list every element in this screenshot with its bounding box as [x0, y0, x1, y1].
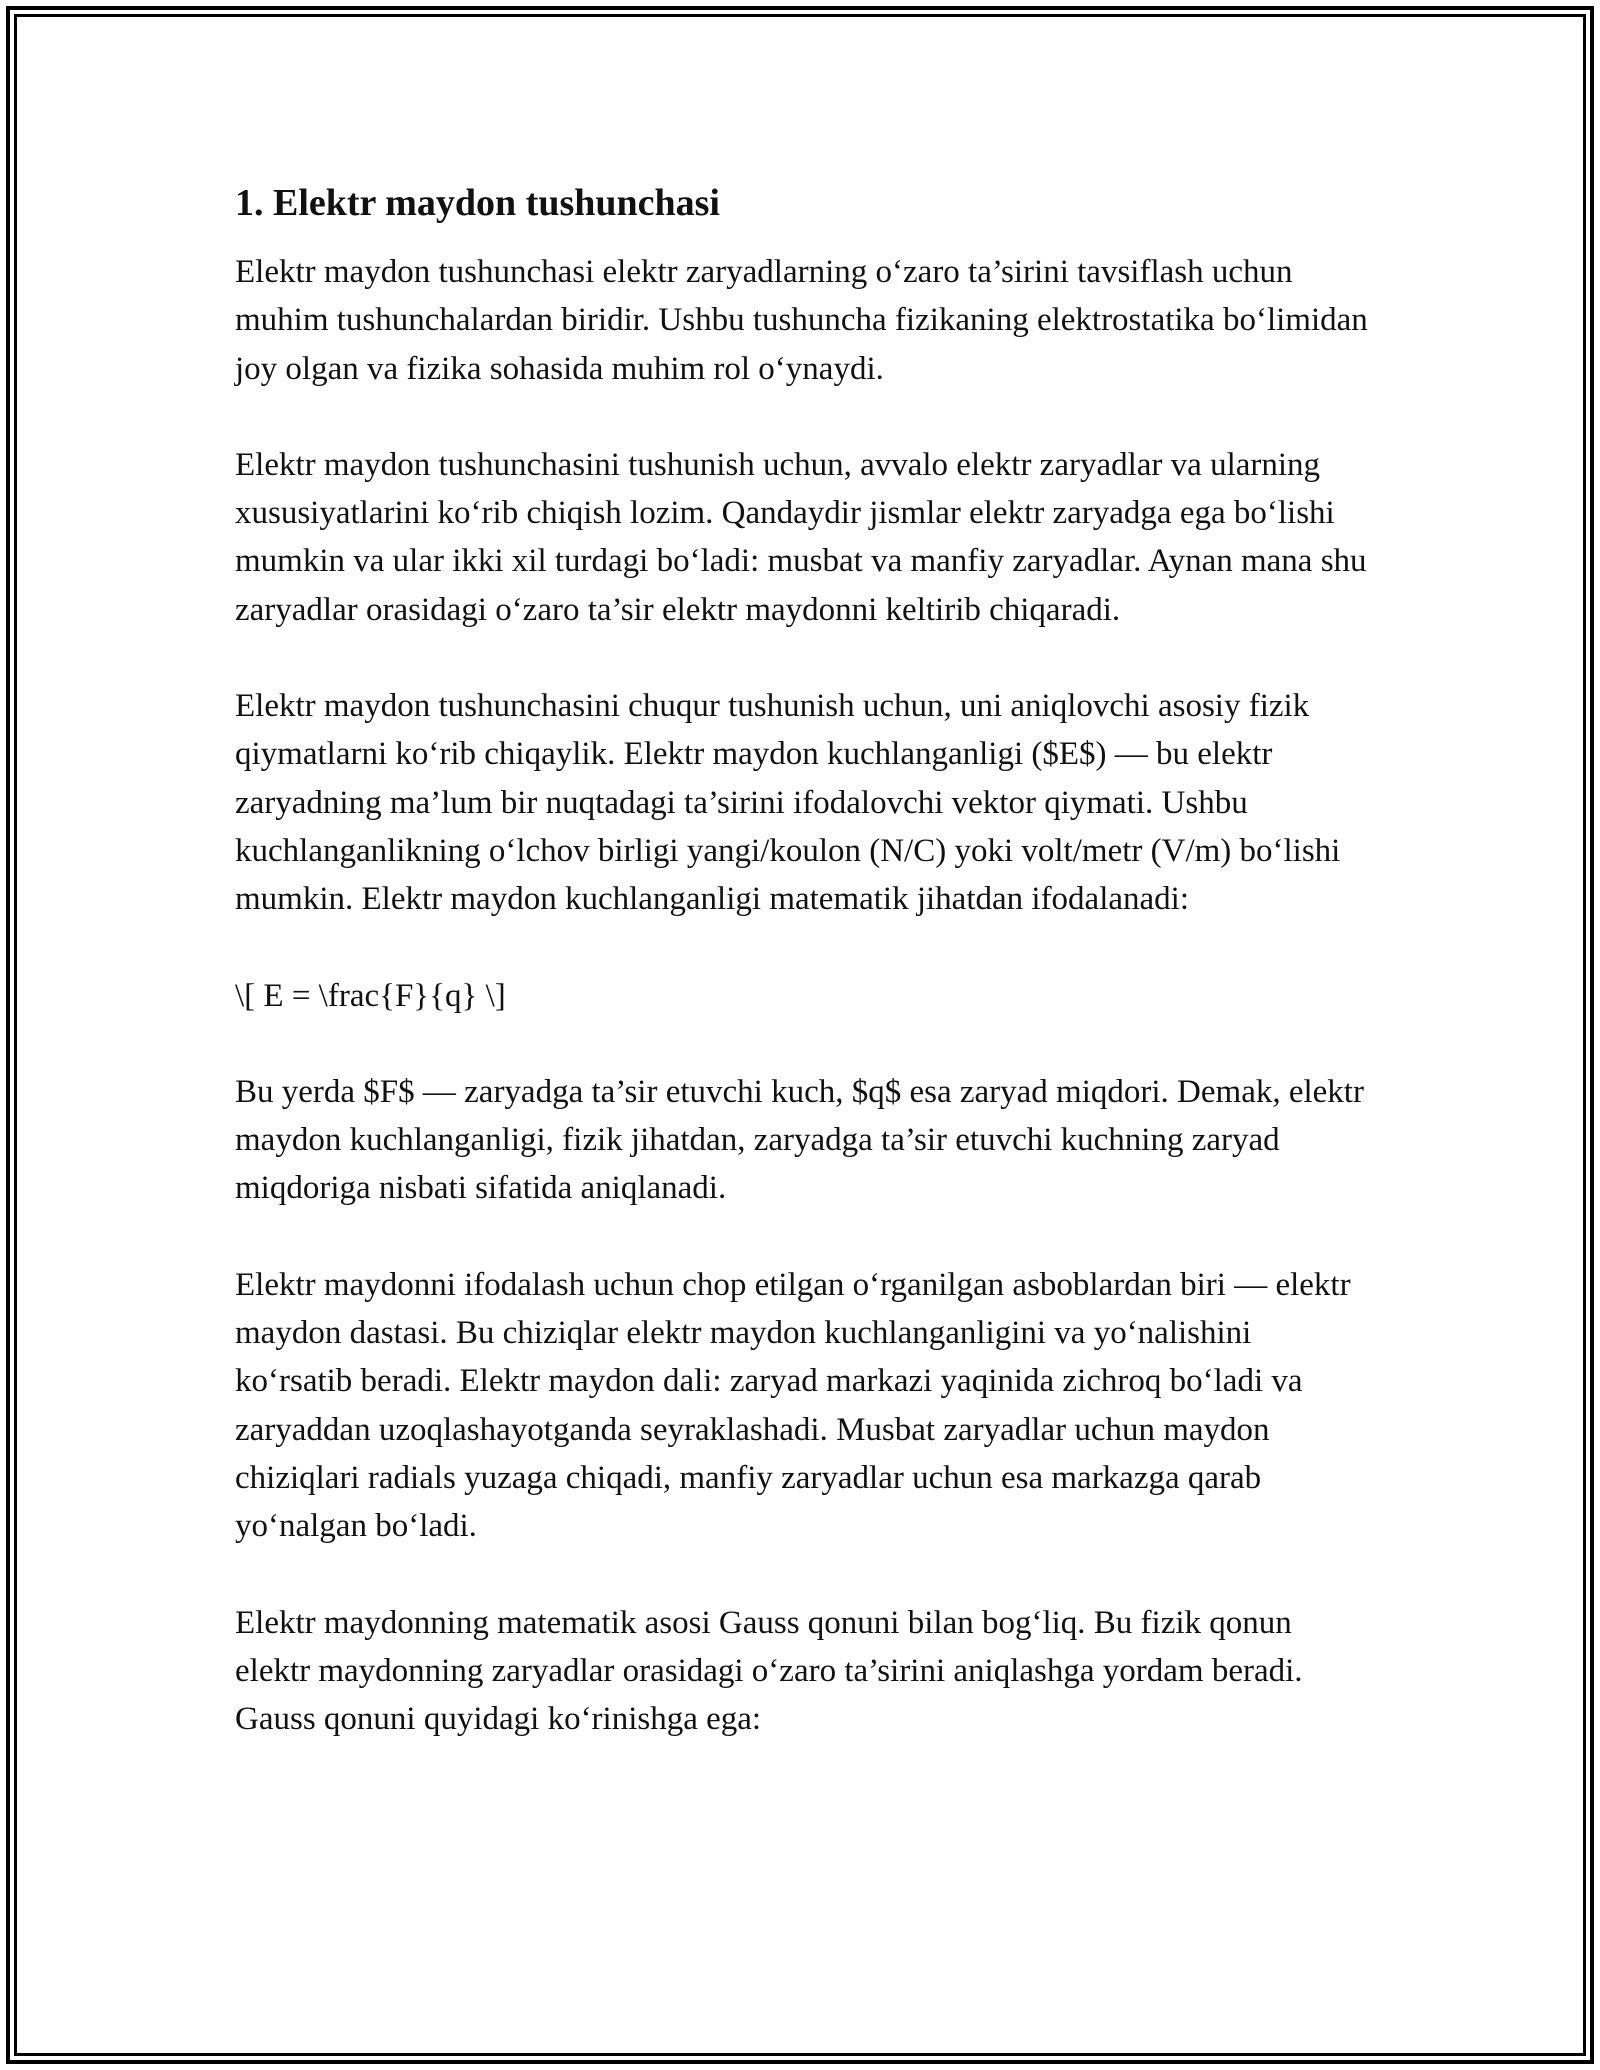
paragraph-intro: Elektr maydon tushunchasi elektr zaryadlarning o‘zaro ta’sirini tavsiflash uchun muhim tushunchalardan biridir. Ushbu tushuncha fizikaning elektrostatika bo‘limidan joy olgan va fizika sohasida muhim rol o‘ynaydi. [235, 254, 1368, 387]
paragraph-gauss-law: Elektr maydonning matematik asosi Gauss qonuni bilan bog‘liq. Bu fizik qonun elektr maydonning zaryadlar orasidagi o‘zaro ta’sirini aniqlashga yordam beradi. Gauss qonuni quyidagi ko‘rinishga ega: [235, 1604, 1303, 1738]
paragraph-charges: Elektr maydon tushunchasini tushunish uchun, avvalo elektr zaryadlar va ularning xususiyatlarini ko‘rib chiqish lozim. Qandaydir jismlar elektr zaryadga ega bo‘lishi mumkin va ular ikki xil turdagi bo‘ladi: musbat va manfiy zaryadlar. Aynan mana shu zaryadlar orasidagi o‘zaro ta’sir elektr maydonni keltirib chiqaradi. [235, 446, 1367, 628]
paragraph-formula-explanation: Bu yerda $F$ — zaryadga ta’sir etuvchi kuch, $q$ esa zaryad miqdori. Demak, elektr maydon kuchlanganligi, fizik jihatdan, zaryadga ta’sir etuvchi kuchning zaryad miqdoriga nisbati sifatida aniqlanadi. [235, 1073, 1364, 1207]
paragraph-field-strength: Elektr maydon tushunchasini chuqur tushunish uchun, uni aniqlovchi asosiy fizik qiymatlarni ko‘rib chiqaylik. Elektr maydon kuchlanganligi ($E$) — bu elektr zaryadning ma’lum bir nuqtadagi ta’sirini ifodalovchi vektor qiymati. Ushbu kuchlanganlikning o‘lchov birligi yangi/koulon (N/C) yoki volt/metr (V/m) bo‘lishi mumkin. Elektr maydon kuchlanganligi matematik jihatdan ifodalanadi: [235, 688, 1341, 918]
document-body [235, 180, 1375, 1791]
formula-field-strength: \[ E = \frac{F}{q} \] [235, 977, 506, 1014]
section-heading: 1. Elektr maydon tushunchasi [235, 182, 720, 224]
paragraph-field-lines: Elektr maydonni ifodalash uchun chop etilgan o‘rganilgan asboblardan biri — elektr maydon dastasi. Bu chiziqlar elektr maydon kuchlanganligini va yo‘nalishini ko‘rsatib beradi. Elektr maydon dali: zaryad markazi yaqinida zichroq bo‘ladi va zaryaddan uzoqlashayotganda seyraklashadi. Musbat zaryadlar uchun maydon chiziqlari radials yuzaga chiqadi, manfiy zaryadlar uchun esa markazga qarab yo‘nalgan bo‘ladi. [235, 1266, 1351, 1545]
